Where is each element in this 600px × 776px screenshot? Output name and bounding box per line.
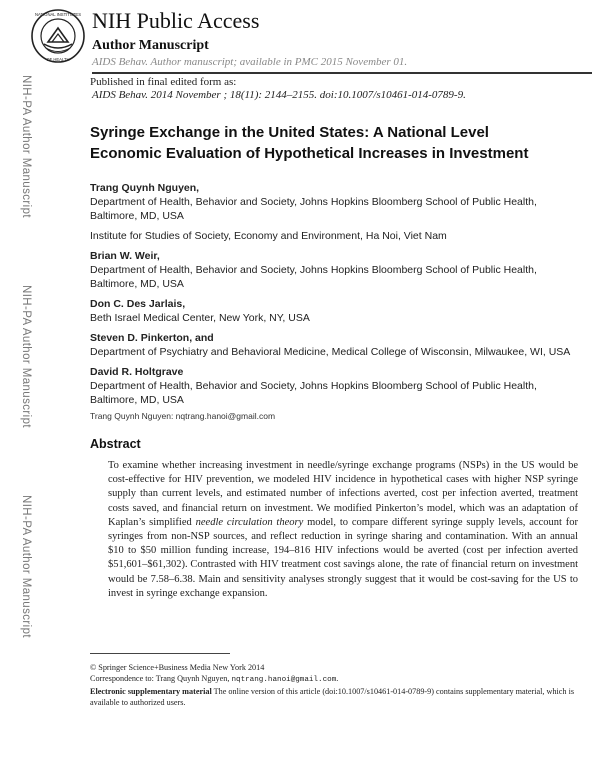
author-block xyxy=(90,249,580,291)
header-title: NIH Public Access xyxy=(92,8,260,33)
paper-title: Syringe Exchange in the United States: A National Level Economic Evaluation of Hypothetical Increases in Investment xyxy=(90,124,529,162)
author-affiliation: Department of Psychiatry and Behavioral Medicine, Medical College of Wisconsin, Milwaukee, WI, USA xyxy=(90,346,571,358)
sidebar-label: NIH-PA Author Manuscript xyxy=(20,285,32,428)
author-name: David R. Holtgrave xyxy=(90,366,184,378)
header xyxy=(30,8,590,70)
author-name: Steven D. Pinkerton, and xyxy=(90,332,214,344)
author-email: Trang Quynh Nguyen: nqtrang.hanoi@gmail.com xyxy=(90,411,276,421)
copyright: © Springer Science+Business Media New York 2014 xyxy=(90,663,265,672)
svg-text:NATIONAL INSTITUTES: NATIONAL INSTITUTES xyxy=(34,12,82,17)
abstract-text-italic: needle circulation theory xyxy=(195,516,304,528)
abstract-text-part: To examine whether increasing investment in needle/syringe exchange programs (NSPs) in the US would be cost-effective for HIV prevention, we modeled HIV incidence in hypothetical cases with higher NSP syringe supply than current levels, and estimated number of infections averted, cost per infection averted, treatment costs saved, and financial return on investment. We modified Pinkerton’s model, which was an adaptation of Kaplan’s simplified xyxy=(108,460,578,528)
author-list xyxy=(90,175,580,421)
author-name: Brian W. Weir, xyxy=(90,250,160,262)
abstract-text-part: model, to compare different syringe supply levels, account for syringes from non-NSP sources, and reflect reduction in syringe sharing and contamination. With an annual $10 to $50 million funding increase, 194–816 HIV infections would be averted (cost per infection averted $51,601–$61,302). Contrasted with HIV treatment cost savings alone, the rate of financial return on investment would be 7.58–6.38. Main and sensitivity analyses strongly suggest that it would be cost-saving for the US to invest in syringe exchange expansion. xyxy=(108,516,579,599)
abstract-heading: Abstract xyxy=(90,437,141,451)
svg-text:OF HEALTH: OF HEALTH xyxy=(46,57,70,62)
nih-seal-icon xyxy=(30,8,86,64)
correspondence-email: nqtrang.hanoi@gmail.com xyxy=(231,676,337,684)
footnote-rule xyxy=(90,653,230,654)
sidebar xyxy=(0,75,34,638)
availability-note: AIDS Behav. Author manuscript; available in PMC 2015 November 01. xyxy=(92,56,408,68)
author-affiliation: Beth Israel Medical Center, New York, NY, USA xyxy=(90,312,310,324)
author-name: Don C. Des Jarlais, xyxy=(90,298,186,310)
author-affiliation: Department of Health, Behavior and Society, Johns Hopkins Bloomberg School of Public Health, Baltimore, MD, USA xyxy=(90,264,537,290)
sidebar-label: NIH-PA Author Manuscript xyxy=(20,495,32,638)
author-block xyxy=(90,297,580,325)
supplementary-text: The online version of this article (doi:10.1007/s10461-014-0789-9) contains supplementary material, which is available to authorized users. xyxy=(90,687,575,707)
author-block xyxy=(90,365,580,407)
supplementary-note xyxy=(90,686,580,708)
author-affiliation: Department of Health, Behavior and Society, Johns Hopkins Bloomberg School of Public Health, Baltimore, MD, USA xyxy=(90,380,537,406)
correspondence xyxy=(90,673,580,686)
correspondence-label: Correspondence to: Trang Quynh Nguyen, xyxy=(90,674,232,683)
abstract-text xyxy=(108,459,578,601)
published-label: Published in final edited form as: xyxy=(90,76,237,88)
header-rule xyxy=(92,72,592,74)
supplementary-label: Electronic supplementary material xyxy=(90,687,212,696)
author-block xyxy=(90,331,580,359)
author-affiliation: Department of Health, Behavior and Society, Johns Hopkins Bloomberg School of Public Health, Baltimore, MD, USA xyxy=(90,196,537,222)
sidebar-label: NIH-PA Author Manuscript xyxy=(20,75,32,218)
publication-info xyxy=(90,76,570,102)
citation: AIDS Behav. 2014 November ; 18(11): 2144–2155. doi:10.1007/s10461-014-0789-9. xyxy=(92,89,466,101)
author-affiliation: Institute for Studies of Society, Economy and Environment, Ha Noi, Viet Nam xyxy=(90,230,447,242)
author-name: Trang Quynh Nguyen, xyxy=(90,182,200,194)
footnotes xyxy=(90,662,580,708)
author-block xyxy=(90,181,580,243)
header-subtitle: Author Manuscript xyxy=(92,38,209,53)
correspondence-end: . xyxy=(336,674,339,683)
